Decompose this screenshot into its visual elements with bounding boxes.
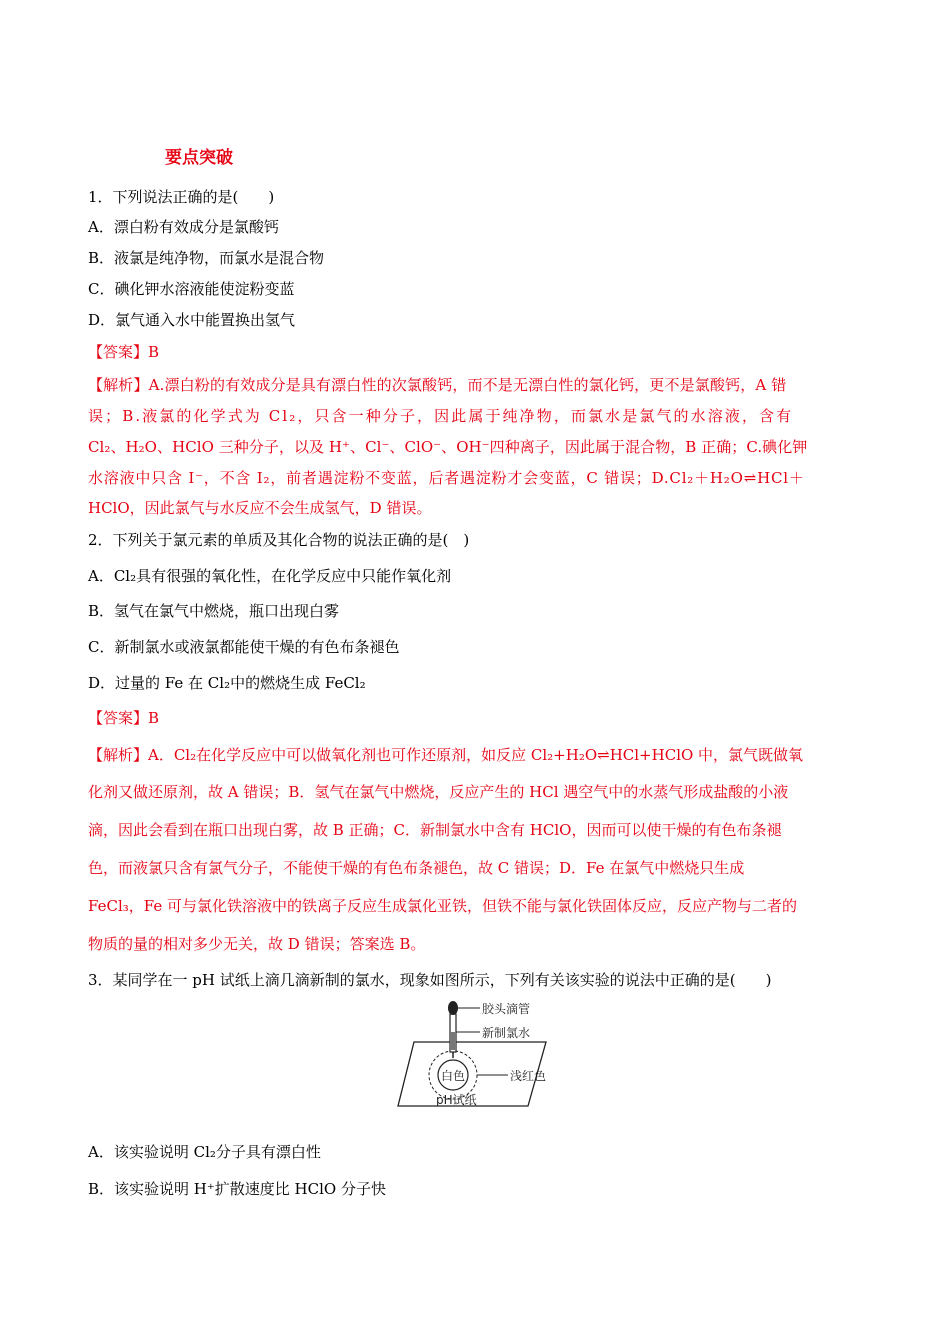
question-2-analysis-line: 滴，因此会看到在瓶口出现白雾，故 B 正确；C．新制氯水中含有 HClO，因而可以使干燥的有色布条褪 xyxy=(88,821,782,839)
question-1-option-a: A．漂白粉有效成分是氯酸钙 xyxy=(88,218,279,236)
question-1-analysis-line: 误；B.液氯的化学式为 Cl₂，只含一种分子，因此属于纯净物，而氯水是氯气的水溶液，含有 xyxy=(88,407,794,425)
question-1-option-c: C．碘化钾水溶液能使淀粉变蓝 xyxy=(88,280,295,298)
question-1-option-b: B．液氯是纯净物，而氯水是混合物 xyxy=(88,249,325,267)
question-3-stem: 3．某同学在一 pH 试纸上滴几滴新制的氯水，现象如图所示，下列有关该实验的说法中正确的是( ) xyxy=(88,971,772,989)
question-1-stem: 1．下列说法正确的是( ) xyxy=(88,188,275,206)
question-3-option-b: B．该实验说明 H⁺扩散速度比 HClO 分子快 xyxy=(88,1180,386,1198)
question-2-option-b: B．氢气在氯气中燃烧，瓶口出现白雾 xyxy=(88,602,340,620)
question-2-answer: 【答案】B xyxy=(88,709,160,727)
question-2-analysis-line: 化剂又做还原剂，故 A 错误；B．氢气在氯气中燃烧，反应产生的 HCl 遇空气中的水蒸气形成盐酸的小液 xyxy=(88,783,789,801)
ph-paper-label: pH试纸 xyxy=(436,1093,477,1107)
question-1-answer: 【答案】B xyxy=(88,343,160,361)
section-heading: 要点突破 xyxy=(165,148,233,168)
question-2-analysis-line: 色，而液氯只含有氯气分子，不能使干燥的有色布条褪色，故 C 错误；D．Fe 在氯气中燃烧只生成 xyxy=(88,859,745,877)
chlorine-water-in-tube xyxy=(451,1032,455,1050)
question-1-analysis-line: Cl₂、H₂O、HClO 三种分子，以及 H⁺、Cl⁻、ClO⁻、OH⁻四种离子，因此属于混合物，B 正确；C.碘化钾 xyxy=(88,438,808,456)
dropper-label: 胶头滴管 xyxy=(482,1002,531,1016)
question-2-analysis-line: 物质的量的相对多少无关，故 D 错误；答案选 B。 xyxy=(88,935,426,953)
light-red-label: 浅红色 xyxy=(510,1069,547,1083)
question-3-option-a: A．该实验说明 Cl₂分子具有漂白性 xyxy=(88,1143,321,1161)
ph-paper-figure xyxy=(396,998,561,1110)
question-2-option-d: D．过量的 Fe 在 Cl₂中的燃烧生成 FeCl₂ xyxy=(88,674,366,692)
dropper-bulb xyxy=(448,1001,458,1015)
chlorine-water-label: 新制氯水 xyxy=(482,1026,531,1040)
question-1-analysis-line: HClO，因此氯气与水反应不会生成氢气，D 错误。 xyxy=(88,499,432,517)
question-2-analysis-line: FeCl₃，Fe 可与氯化铁溶液中的铁离子反应生成氯化亚铁，但铁不能与氯化铁固体反应，反应产物与二者的 xyxy=(88,897,797,915)
question-1-option-d: D．氯气通入水中能置换出氢气 xyxy=(88,311,296,329)
question-1-analysis-line: 水溶液中只含 I⁻，不含 I₂，前者遇淀粉不变蓝，后者遇淀粉才会变蓝，C 错误；D.Cl₂＋H₂O⇌HCl＋ xyxy=(88,469,805,487)
white-label: 白色 xyxy=(441,1069,466,1083)
question-2-analysis-line: 【解析】A．Cl₂在化学反应中可以做氧化剂也可作还原剂，如反应 Cl₂+H₂O⇌HCl+HClO 中，氯气既做氧 xyxy=(88,746,804,764)
question-2-option-c: C．新制氯水或液氯都能使干燥的有色布条褪色 xyxy=(88,638,400,656)
question-2-option-a: A．Cl₂具有很强的氧化性，在化学反应中只能作氧化剂 xyxy=(88,567,452,585)
question-1-analysis-line: 【解析】A.漂白粉的有效成分是具有漂白性的次氯酸钙，而不是无漂白性的氯化钙，更不是氯酸钙，A 错 xyxy=(88,376,787,394)
ph-paper-diagram xyxy=(396,998,561,1110)
question-2-stem: 2．下列关于氯元素的单质及其化合物的说法正确的是( ) xyxy=(88,531,470,549)
